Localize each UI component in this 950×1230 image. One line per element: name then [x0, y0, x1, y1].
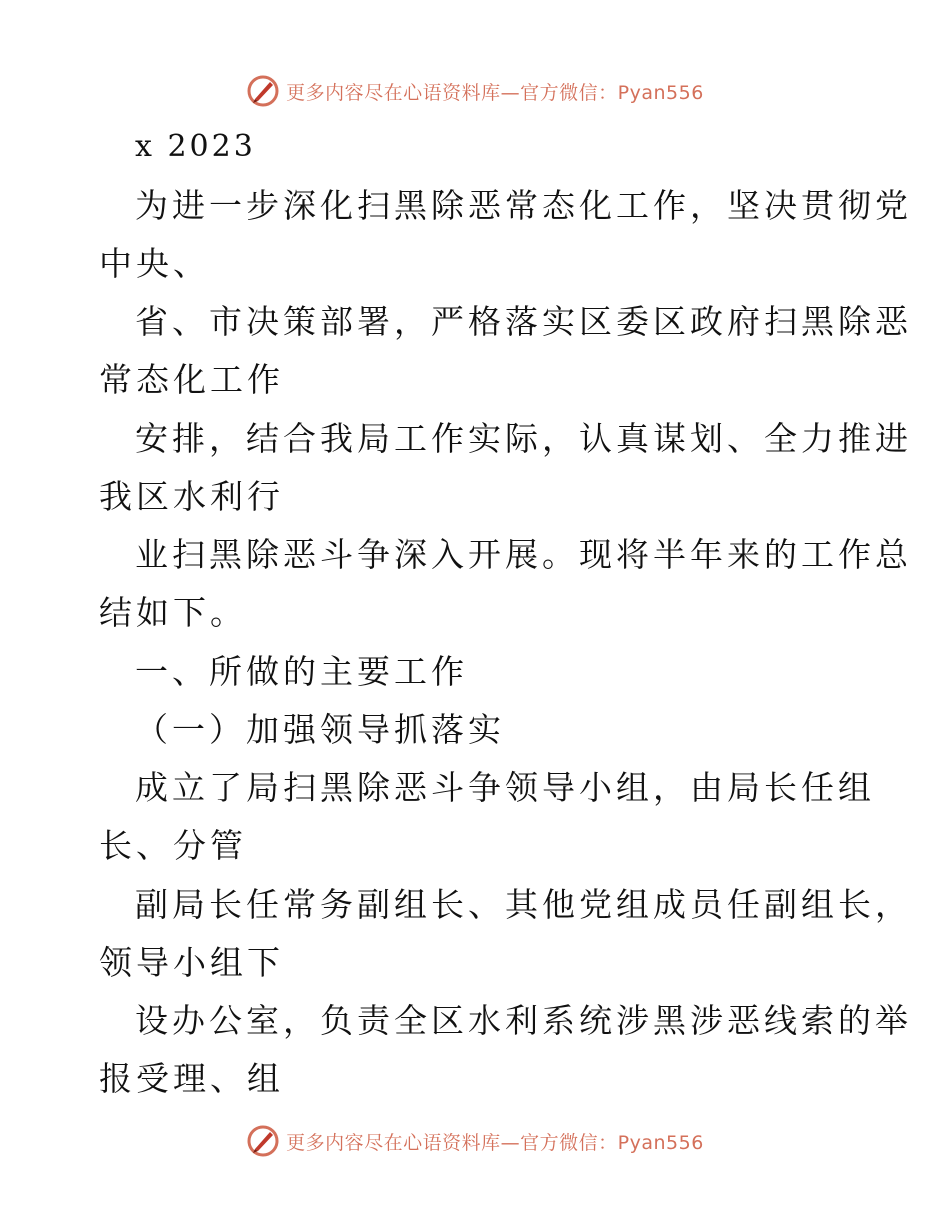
doc-line: 我区水利行	[99, 477, 284, 516]
doc-line: 常态化工作	[99, 360, 284, 399]
doc-line: 结如下。	[99, 593, 247, 632]
header-watermark	[0, 71, 950, 111]
doc-line: 中央、	[99, 244, 210, 283]
doc-line: 长、分管	[99, 826, 247, 865]
doc-line: 业扫黑除恶斗争深入开展。现将半年来的工作总	[135, 535, 912, 574]
doc-line: 副局长任常务副组长、其他党组成员任副组长，	[135, 885, 912, 924]
doc-line: 成立了局扫黑除恶斗争领导小组，由局长任组	[135, 768, 875, 807]
doc-line-year: x 2023	[135, 129, 256, 164]
doc-line: 省、市决策部署，严格落实区委区政府扫黑除恶	[135, 302, 912, 341]
doc-line: 报受理、组	[99, 1059, 284, 1098]
doc-line: 设办公室，负责全区水利系统涉黑涉恶线索的举	[135, 1001, 912, 1040]
watermark-text: 更多内容尽在心语资料库—官方微信：Pyan556	[286, 81, 704, 104]
doc-line: 安排，结合我局工作实际，认真谋划、全力推进	[135, 419, 912, 458]
section-heading: 一、所做的主要工作	[135, 652, 468, 691]
subsection-heading: （一）加强领导抓落实	[135, 710, 505, 749]
quill-logo-icon	[246, 74, 280, 108]
doc-line: 为进一步深化扫黑除恶常态化工作，坚决贯彻党	[135, 186, 912, 225]
quill-logo-icon	[246, 1124, 280, 1158]
footer-watermark	[0, 1121, 950, 1161]
doc-line: 领导小组下	[99, 943, 284, 982]
watermark-text: 更多内容尽在心语资料库—官方微信：Pyan556	[286, 1131, 704, 1154]
